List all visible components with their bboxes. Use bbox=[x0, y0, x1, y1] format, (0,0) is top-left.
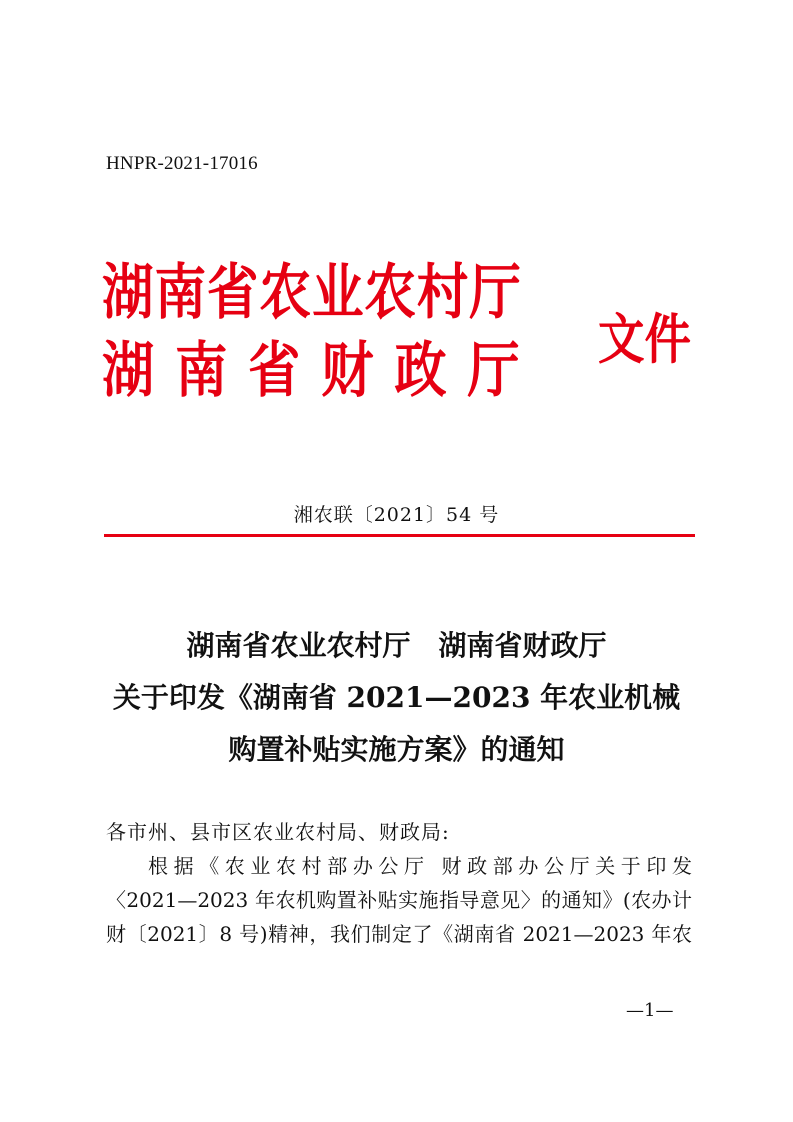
document-body bbox=[106, 815, 692, 951]
issuer-header bbox=[102, 254, 702, 424]
body-line-2: 〈2021—2023 年农机购置补贴实施指导意见〉的通知》(农办计 bbox=[106, 888, 692, 912]
body-line-1: 根据《农业农村部办公厅 财政部办公厅关于印发 bbox=[148, 854, 692, 878]
salutation: 各市州、县市区农业农村局、财政局: bbox=[106, 820, 450, 844]
document-code: HNPR-2021-17016 bbox=[106, 153, 258, 174]
document-suffix: 文件 bbox=[598, 308, 691, 371]
document-title bbox=[0, 620, 793, 776]
document-number: 湘农联〔2021〕54 号 bbox=[293, 504, 500, 526]
title-line-2: 关于印发《湖南省 2021—2023 年农业机械 bbox=[112, 681, 681, 714]
red-divider bbox=[104, 534, 695, 537]
issuer-agriculture-department: 湖南省农业农村厅 bbox=[102, 258, 522, 328]
body-line-3: 财〔2021〕8 号)精神，我们制定了《湖南省 2021—2023 年农 bbox=[106, 922, 692, 946]
issuer-finance-department: 湖南省财政厅 bbox=[102, 336, 541, 406]
page-number: —1— bbox=[626, 1000, 674, 1021]
title-line-1: 湖南省农业农村厅 湖南省财政厅 bbox=[186, 629, 607, 662]
title-line-3: 购置补贴实施方案》的通知 bbox=[228, 733, 565, 766]
